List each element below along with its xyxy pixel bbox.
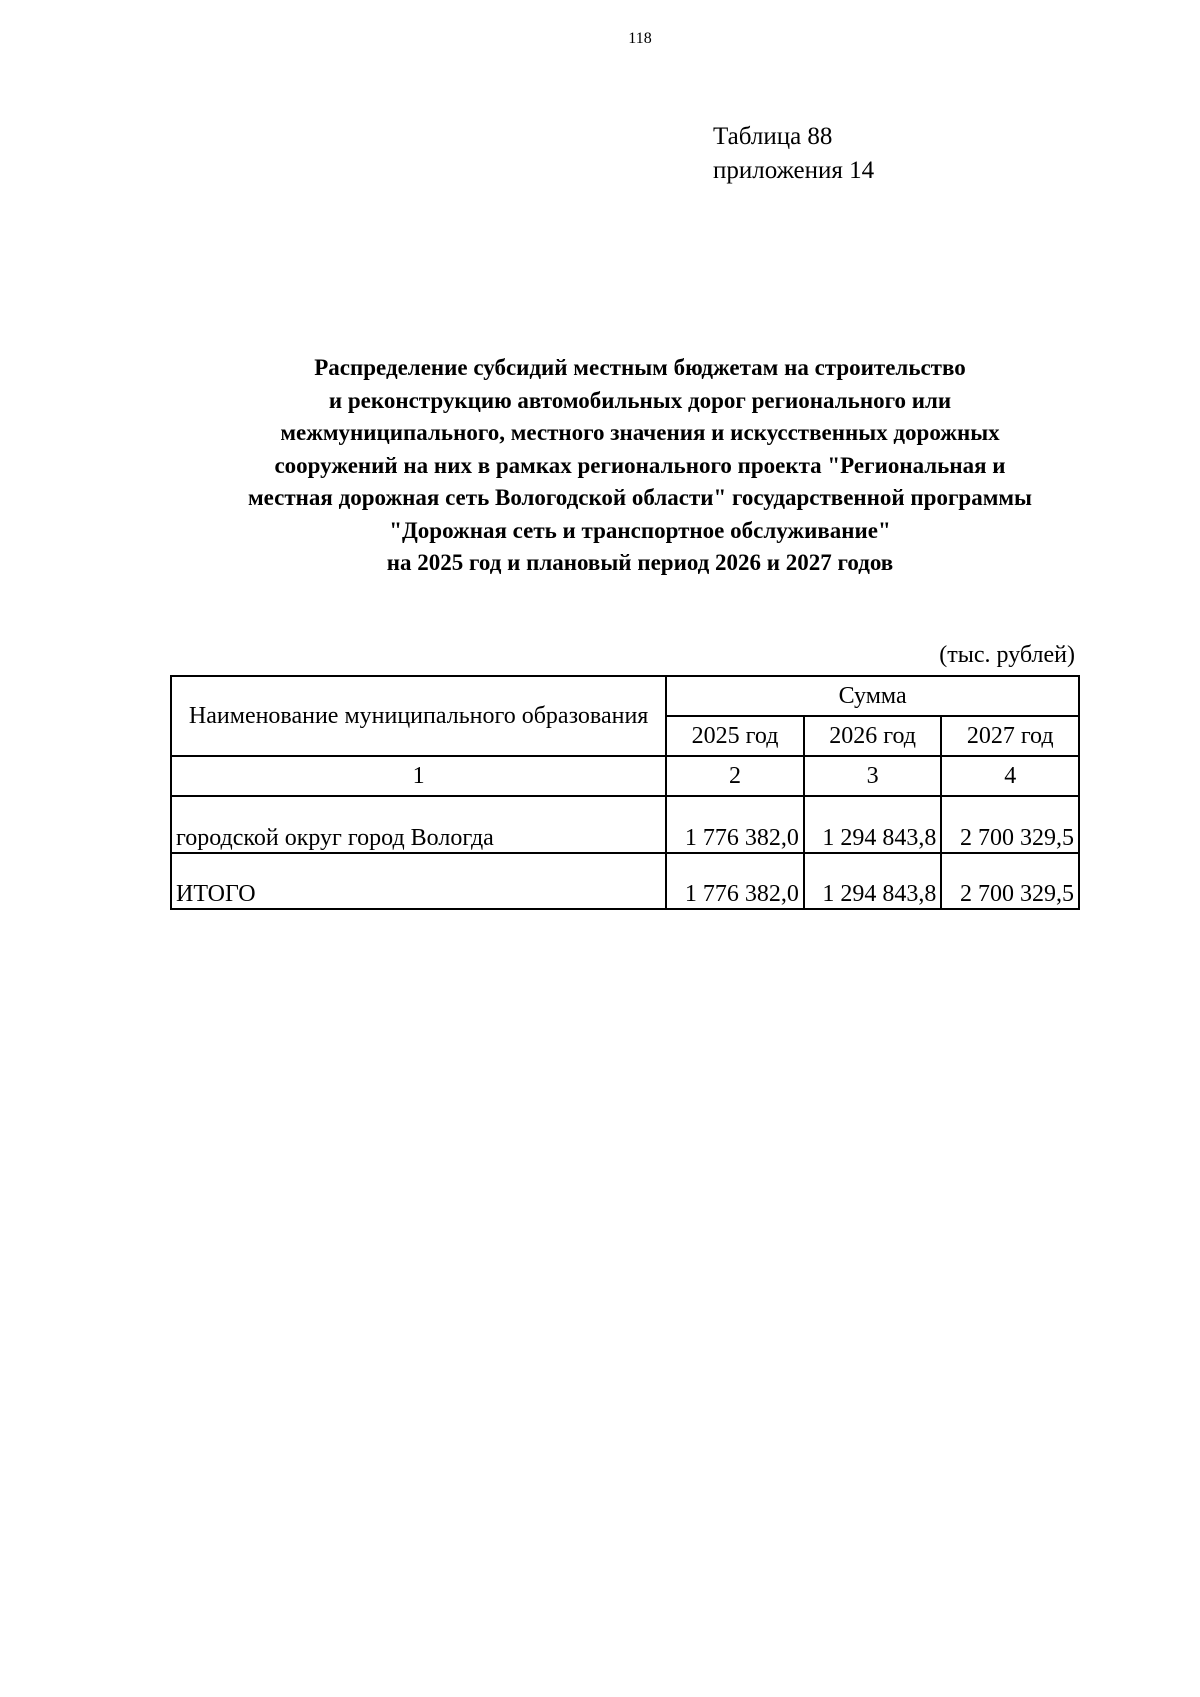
header-year-2027: 2027 год [941, 716, 1079, 756]
total-2025: 1 776 382,0 [666, 853, 804, 909]
units-label: (тыс. рублей) [939, 642, 1075, 668]
document-title [120, 352, 1160, 580]
value-2027: 2 700 329,5 [941, 796, 1079, 853]
header-year-2026: 2026 год [804, 716, 942, 756]
title-line: на 2025 год и плановый период 2026 и 2027 годов [386, 550, 894, 575]
column-number: 3 [804, 756, 942, 796]
table-ref-line2: приложения 14 [713, 157, 875, 184]
header-sum: Сумма [666, 676, 1079, 716]
table-header-row [171, 676, 1079, 716]
table-ref-line1: Таблица 88 [713, 123, 833, 150]
total-2027: 2 700 329,5 [941, 853, 1079, 909]
title-line: и реконструкцию автомобильных дорог регионального или [328, 387, 952, 413]
title-line: местная дорожная сеть Вологодской области" государственной программы [247, 485, 1032, 510]
column-number: 1 [171, 756, 666, 796]
column-number: 4 [941, 756, 1079, 796]
column-number: 2 [666, 756, 804, 796]
municipality-name: городской округ город Вологда [171, 796, 666, 853]
value-2026: 1 294 843,8 [804, 796, 942, 853]
page-number: 118 [628, 30, 652, 47]
value-2025: 1 776 382,0 [666, 796, 804, 853]
table-row [171, 796, 1079, 853]
title-line: сооружений на них в рамках регионального проекта "Региональная и [274, 452, 1006, 478]
table-reference [713, 120, 874, 188]
header-municipality-name: Наименование муниципального образования [171, 676, 666, 756]
total-label: ИТОГО [171, 853, 666, 909]
title-line: межмуниципального, местного значения и искусственных дорожных [280, 420, 1000, 445]
title-line: "Дорожная сеть и транспортное обслуживание" [389, 517, 891, 543]
header-year-2025: 2025 год [666, 716, 804, 756]
total-2026: 1 294 843,8 [804, 853, 942, 909]
subsidy-table [170, 675, 1080, 910]
total-row [171, 853, 1079, 909]
column-number-row [171, 756, 1079, 796]
title-line: Распределение субсидий местным бюджетам на строительство [314, 355, 966, 380]
